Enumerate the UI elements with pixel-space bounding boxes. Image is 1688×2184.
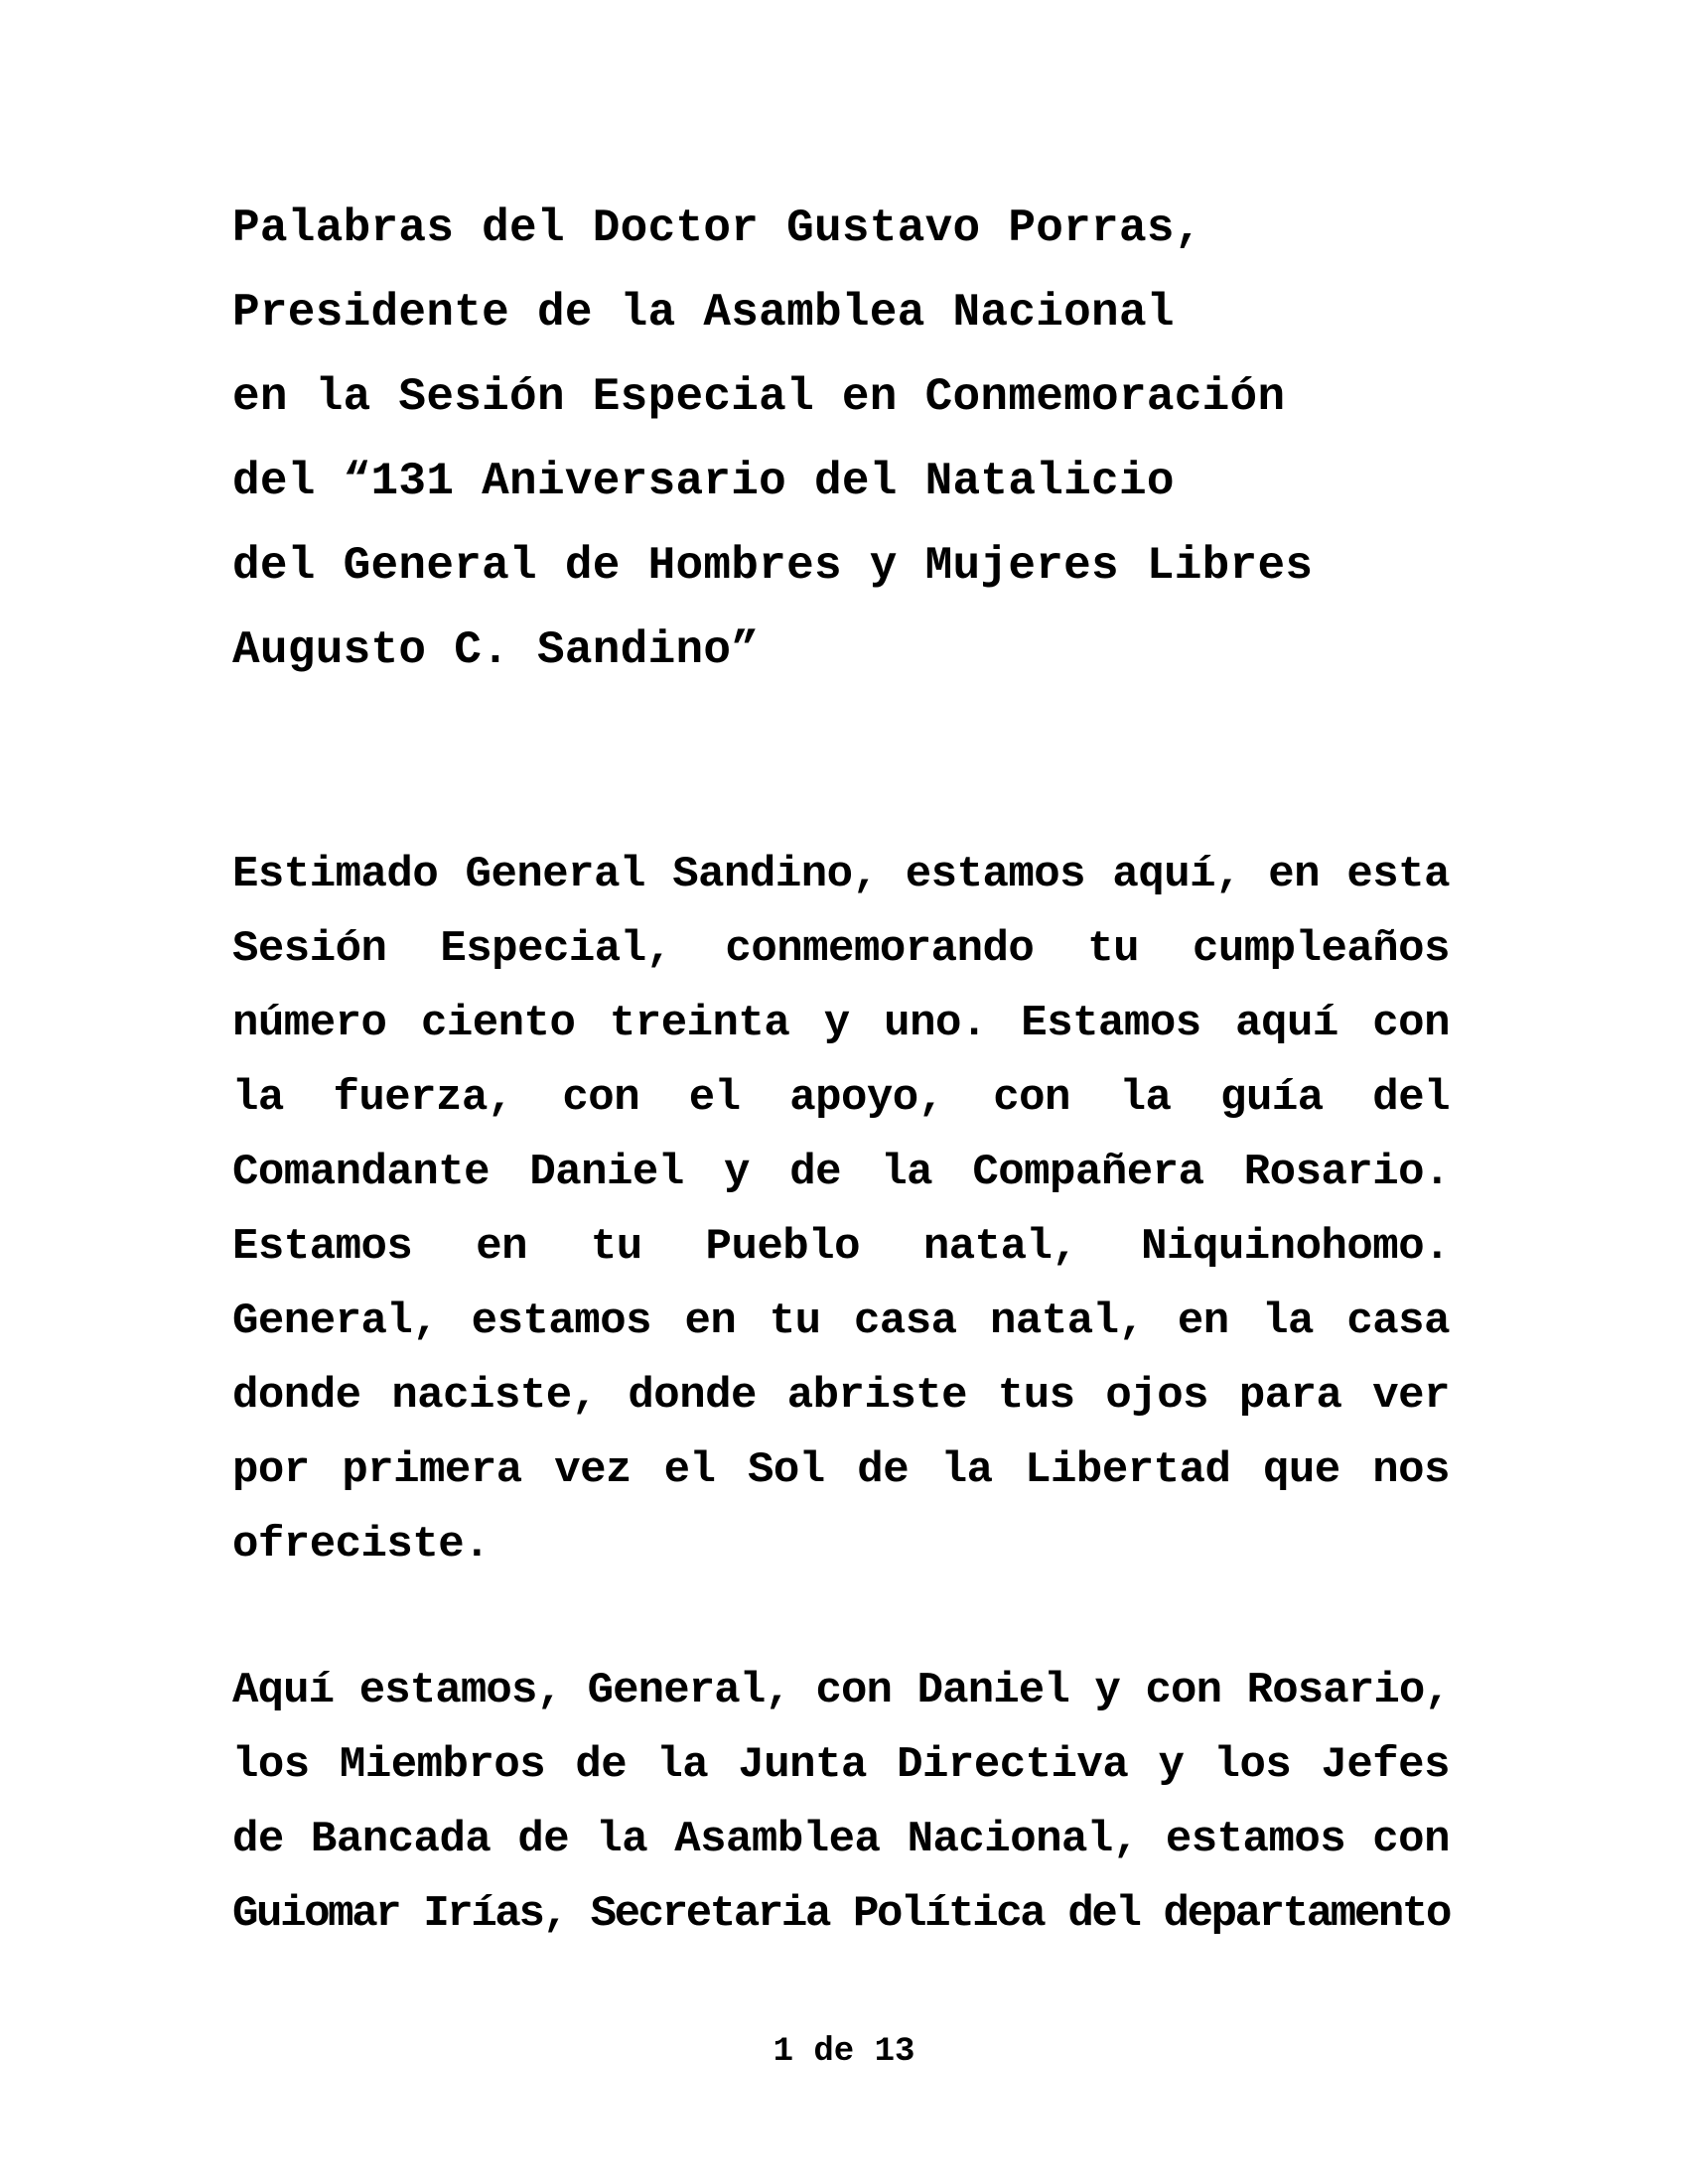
- title-line-6: Augusto C. Sandino”: [232, 624, 760, 676]
- speech-title: [232, 187, 1474, 693]
- title-line-3: en la Sesión Especial en Conmemoración: [232, 371, 1286, 423]
- paragraph-line: por primera vez el Sol de la Libertad que nos: [232, 1445, 1450, 1495]
- paragraph-line: Guiomar Irías, Secretaria Política del departamento: [232, 1889, 1450, 1939]
- paragraph-2: [232, 1654, 1450, 1952]
- paragraph-line: donde naciste, donde abriste tus ojos para ver: [232, 1371, 1450, 1421]
- paragraph-line: la fuerza, con el apoyo, con la guía del: [232, 1073, 1450, 1123]
- title-line-5: del General de Hombres y Mujeres Libres: [232, 540, 1314, 592]
- paragraph-line: Estimado General Sandino, estamos aquí, en esta: [232, 850, 1450, 899]
- paragraph-line: Estamos en tu Pueblo natal, Niquinohomo.: [232, 1222, 1450, 1272]
- paragraph-line: Comandante Daniel y de la Compañera Rosario.: [232, 1148, 1450, 1197]
- title-line-4: del “131 Aniversario del Natalicio: [232, 456, 1175, 507]
- title-line-2: Presidente de la Asamblea Nacional: [232, 287, 1175, 339]
- paragraph-1: [232, 838, 1450, 1582]
- paragraph-line: los Miembros de la Junta Directiva y los Jefes: [232, 1740, 1450, 1790]
- title-line-1: Palabras del Doctor Gustavo Porras,: [232, 203, 1202, 254]
- paragraph-line: ofreciste.: [232, 1520, 491, 1570]
- paragraph-line: General, estamos en tu casa natal, en la casa: [232, 1297, 1450, 1346]
- paragraph-line: de Bancada de la Asamblea Nacional, estamos con: [232, 1815, 1450, 1864]
- paragraph-line: Aquí estamos, General, con Daniel y con Rosario,: [232, 1666, 1451, 1715]
- paragraph-line: Sesión Especial, conmemorando tu cumpleaños: [232, 924, 1450, 974]
- page-number: 1 de 13: [773, 2033, 915, 2071]
- paragraph-line: número ciento treinta y uno. Estamos aquí con: [232, 999, 1450, 1048]
